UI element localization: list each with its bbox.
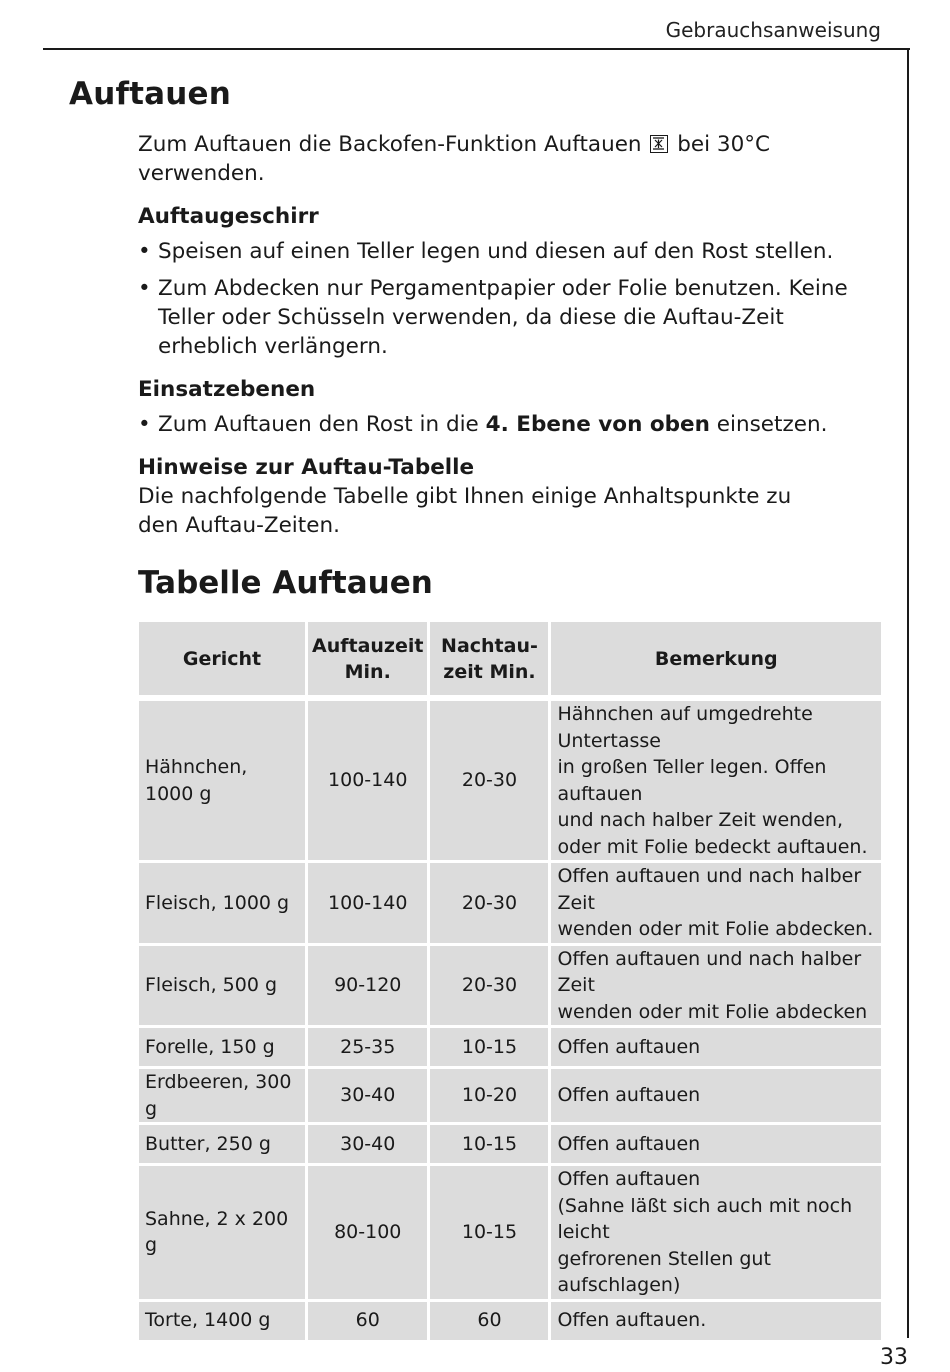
table-title: Tabelle Auftauen <box>138 565 433 601</box>
cell-note <box>551 863 881 943</box>
page-number: 33 <box>880 1345 908 1370</box>
cell-thaw-time: 100-140 <box>308 863 427 943</box>
cell-note-line: in großen Teller legen. Offen auftauen <box>557 756 827 805</box>
cell-note-line: gefrorenen Stellen gut aufschlagen) <box>557 1247 771 1296</box>
header-note: Bemerkung <box>551 622 881 695</box>
cell-dish: Torte, 1400 g <box>139 1302 305 1340</box>
cell-post-thaw: 20-30 <box>430 701 548 860</box>
levels-text-bold: 4. Ebene von oben <box>485 412 710 437</box>
cell-thaw-time: 100-140 <box>308 701 427 860</box>
cell-note <box>551 1125 881 1163</box>
intro-paragraph <box>138 130 883 188</box>
table-row <box>139 946 881 1026</box>
header-post-thaw <box>430 622 548 695</box>
table-row <box>139 1302 881 1340</box>
intro-text-2: bei 30°C <box>677 132 771 157</box>
list-item <box>138 237 883 266</box>
section-title: Auftauen <box>69 76 232 112</box>
cell-note <box>551 1069 881 1122</box>
cell-thaw-time: 30-40 <box>308 1125 427 1163</box>
running-header: Gebrauchsanweisung <box>665 18 881 42</box>
levels-text-before: Zum Auftauen den Rost in die <box>158 412 479 437</box>
cell-post-thaw: 20-30 <box>430 863 548 943</box>
section-content <box>138 130 883 540</box>
cell-dish: Forelle, 150 g <box>139 1028 305 1066</box>
hints-heading: Hinweise zur Auftau-Tabelle <box>138 455 475 480</box>
dishes-heading: Auftaugeschirr <box>138 204 319 229</box>
table-body <box>139 701 881 1340</box>
cell-post-thaw: 10-15 <box>430 1125 548 1163</box>
levels-heading: Einsatzebenen <box>138 377 316 402</box>
cell-note-line: Hähnchen auf umgedrehte Untertasse <box>557 703 813 752</box>
cell-note-line: Offen auftauen <box>557 1084 701 1107</box>
cell-thaw-time: 30-40 <box>308 1069 427 1122</box>
cell-note-line: Offen auftauen <box>557 1035 701 1058</box>
table-row <box>139 1069 881 1122</box>
cell-post-thaw: 10-20 <box>430 1069 548 1122</box>
cell-note <box>551 1028 881 1066</box>
cell-note-line: oder mit Folie bedeckt auftauen. <box>557 835 868 858</box>
bullet-icon: • <box>138 239 151 264</box>
cell-note-line: und nach halber Zeit wenden, <box>557 809 844 831</box>
table-row <box>139 1166 881 1299</box>
cell-note-line: Offen auftauen und nach halber Zeit <box>557 865 862 914</box>
header-thaw-line1: Auftauzeit <box>312 634 424 657</box>
levels-text-after: einsetzen. <box>716 412 828 437</box>
cell-dish: Sahne, 2 x 200 g <box>139 1166 305 1299</box>
header-thaw-line2: Min. <box>344 660 391 683</box>
cell-note-line: Offen auftauen und nach halber Zeit <box>557 947 862 996</box>
header-thaw-time <box>308 622 427 695</box>
cell-thaw-time: 60 <box>308 1302 427 1340</box>
bullet-icon: • <box>138 412 151 437</box>
cell-dish: Butter, 250 g <box>139 1125 305 1163</box>
cell-dish: Hähnchen, 1000 g <box>139 701 305 860</box>
cell-post-thaw: 10-15 <box>430 1166 548 1299</box>
cell-thaw-time: 90-120 <box>308 946 427 1026</box>
cell-note <box>551 1166 881 1299</box>
list-item-text: Speisen auf einen Teller legen und diesen auf den Rost stellen. <box>158 239 834 264</box>
side-rule <box>907 48 909 1338</box>
intro-text-3: verwenden. <box>138 161 265 186</box>
cell-note-line: Offen auftauen <box>557 1132 701 1155</box>
cell-thaw-time: 80-100 <box>308 1166 427 1299</box>
cell-dish: Fleisch, 500 g <box>139 946 305 1026</box>
table-row <box>139 1125 881 1163</box>
cell-thaw-time: 25-35 <box>308 1028 427 1066</box>
table-row <box>139 701 881 860</box>
cell-post-thaw: 60 <box>430 1302 548 1340</box>
cell-note-line: (Sahne läßt sich auch mit noch leicht <box>557 1194 853 1243</box>
header-post-line2: zeit Min. <box>443 660 536 683</box>
cell-note <box>551 701 881 860</box>
cell-post-thaw: 10-15 <box>430 1028 548 1066</box>
cell-note-line: wenden oder mit Folie abdecken <box>557 1000 868 1023</box>
header-dish: Gericht <box>139 622 305 695</box>
bullet-icon: • <box>138 276 151 301</box>
cell-note <box>551 946 881 1026</box>
cell-note-line: Offen auftauen <box>557 1168 701 1190</box>
list-item <box>138 274 883 361</box>
list-item <box>138 410 883 439</box>
table-row <box>139 1028 881 1066</box>
list-item-text: Zum Abdecken nur Pergamentpapier oder Folie benutzen. Keine Teller oder Schüsseln verwenden, da diese die Auftau-Zeit erheblich verlängern. <box>158 276 848 359</box>
defrost-icon <box>650 135 668 153</box>
list-item-text <box>158 410 827 439</box>
header-rule <box>43 48 910 50</box>
intro-text-1: Zum Auftauen die Backofen-Funktion Auftauen <box>138 132 642 157</box>
cell-post-thaw: 20-30 <box>430 946 548 1026</box>
cell-dish: Erdbeeren, 300 g <box>139 1069 305 1122</box>
hints-text: Die nachfolgende Tabelle gibt Ihnen einige Anhaltspunkte zu den Auftau-Zeiten. <box>138 484 792 538</box>
cell-note <box>551 1302 881 1340</box>
cell-note-line: Offen auftauen. <box>557 1309 707 1332</box>
header-post-line1: Nachtau- <box>441 634 538 657</box>
cell-dish: Fleisch, 1000 g <box>139 863 305 943</box>
thaw-table <box>138 619 883 1343</box>
table-row <box>139 863 881 943</box>
cell-note-line: wenden oder mit Folie abdecken. <box>557 918 874 940</box>
